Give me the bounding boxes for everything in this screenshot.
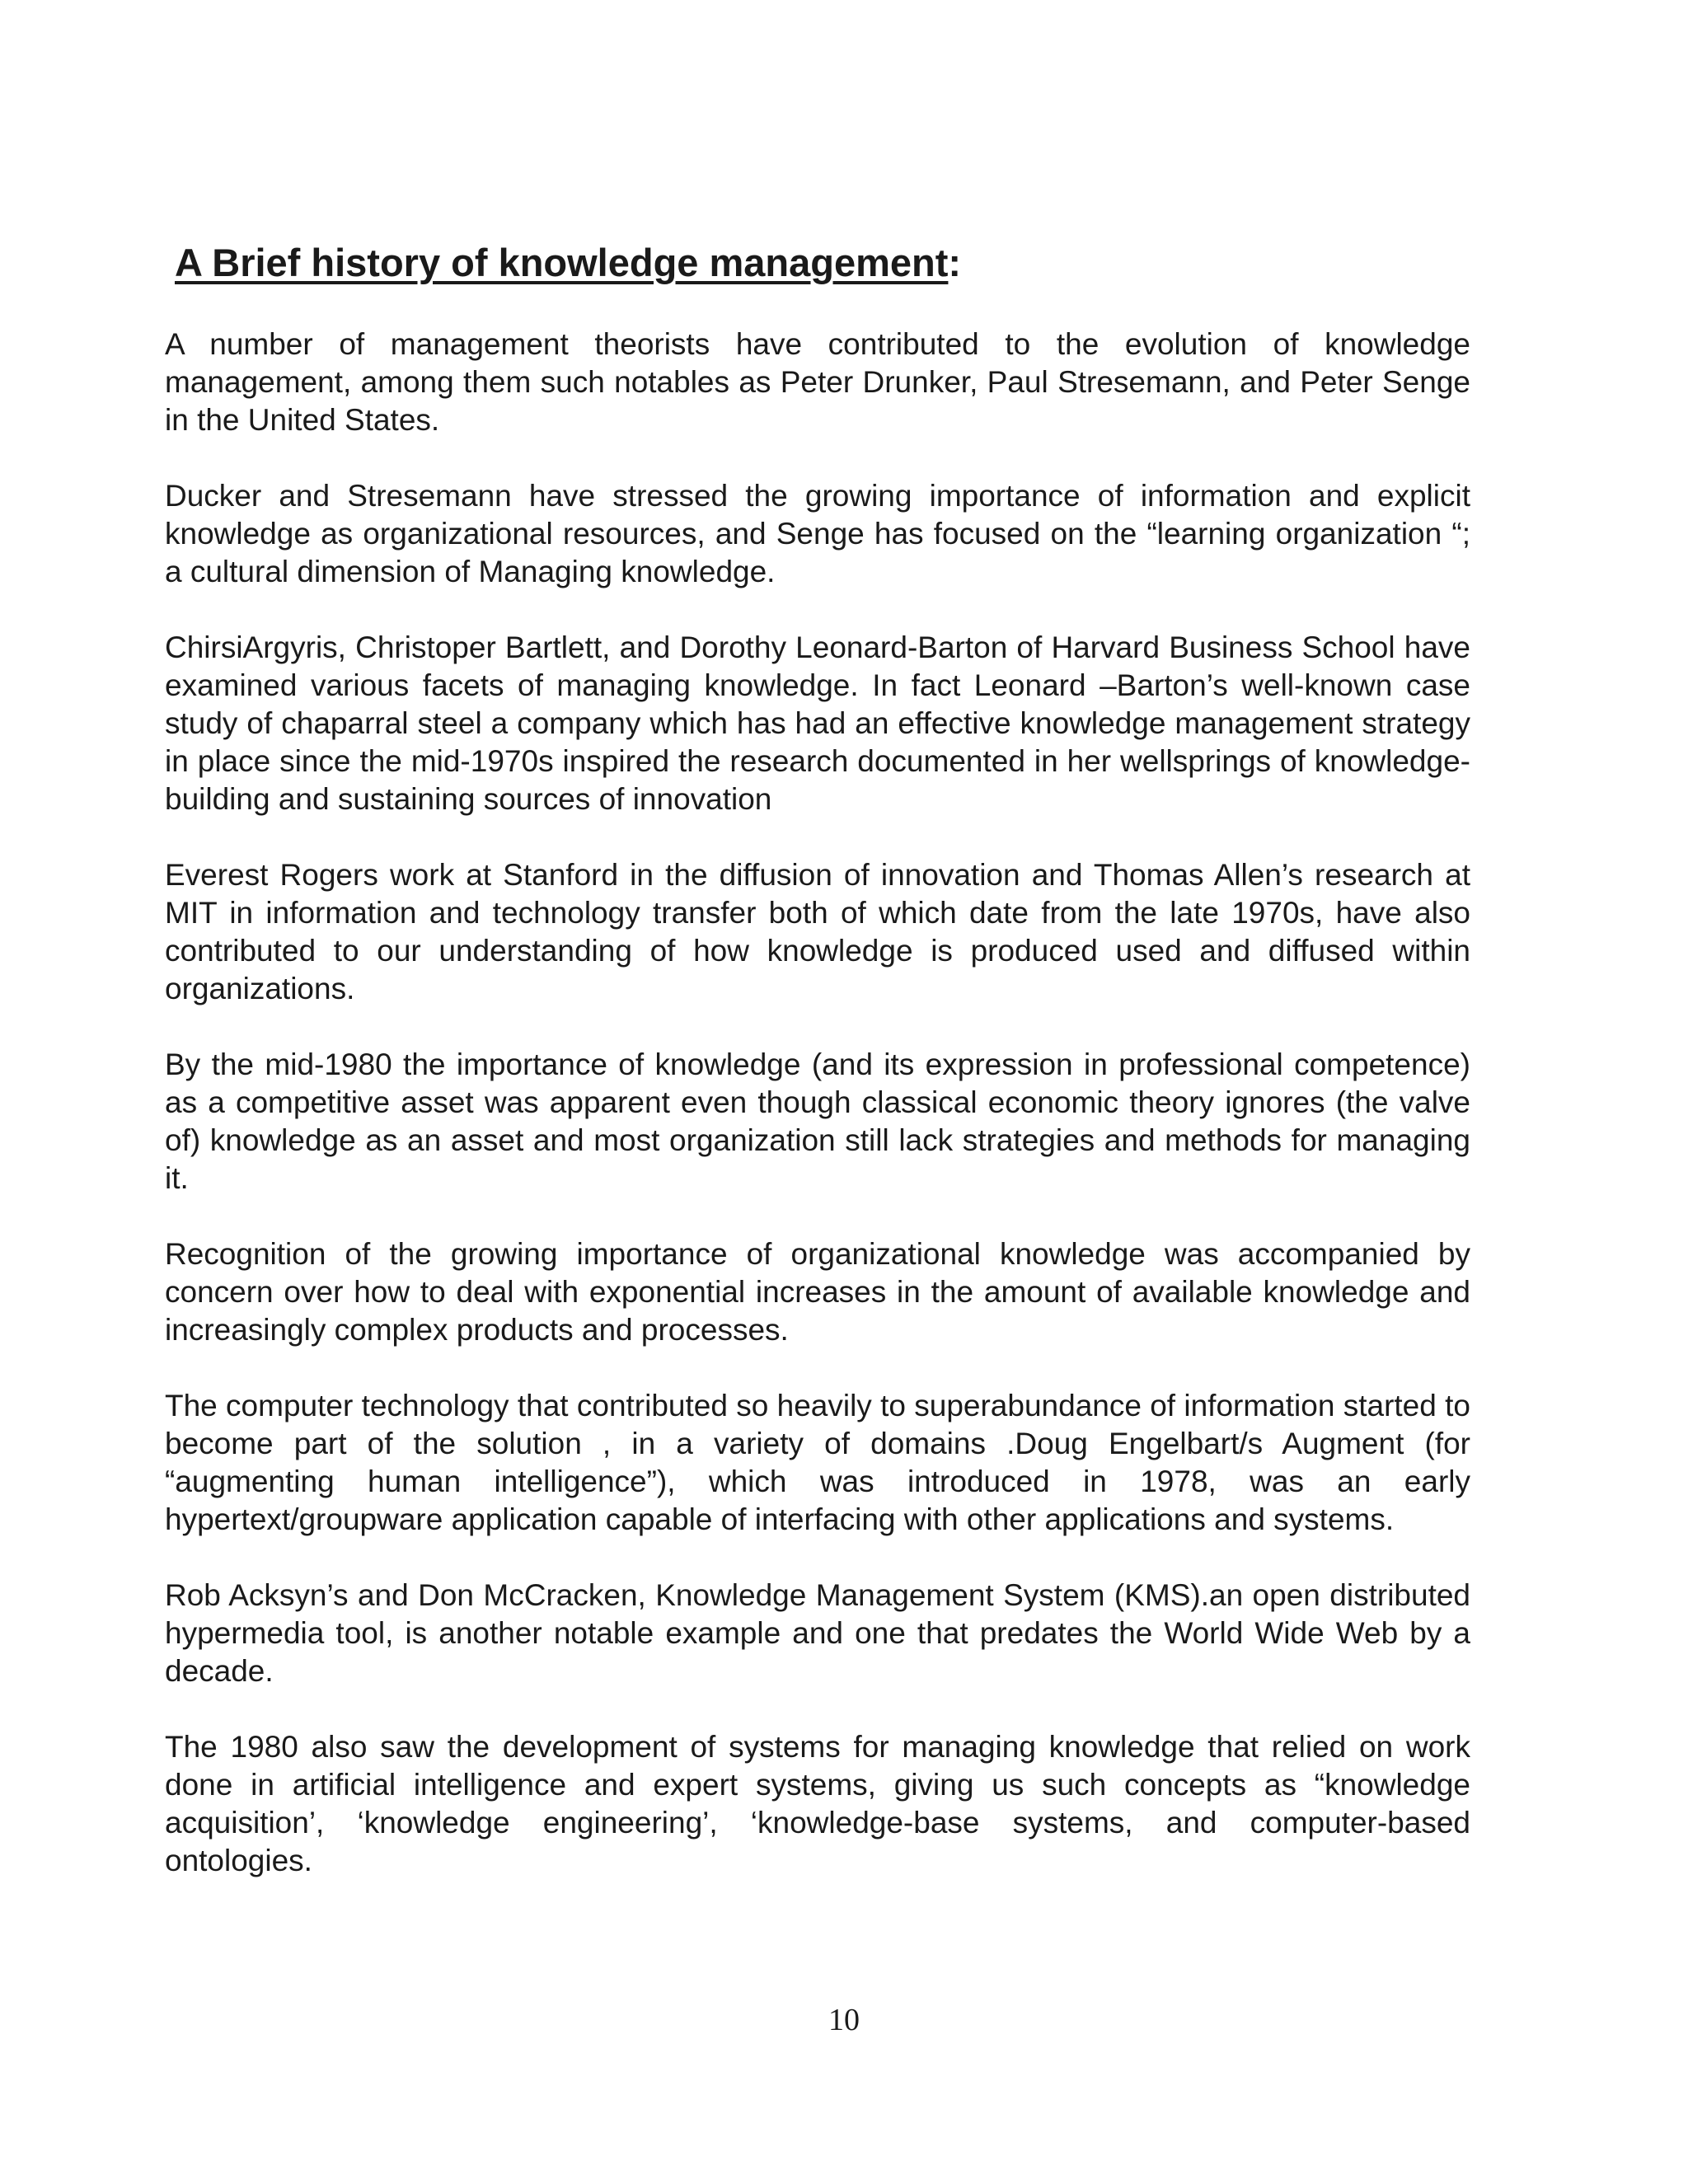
paragraph-recognition: Recognition of the growing importance of organizational knowledge was accompanied by concern over how to deal with exponential increases in the amount of available knowledge and increasingly complex products and processes.	[165, 1237, 1470, 1347]
paragraph-ducker-stresemann: Ducker and Stresemann have stressed the growing importance of information and explicit knowledge as organizational resources, and Senge has focused on the “learning organization “; a cultural dimension of Managing knowledge.	[165, 479, 1470, 588]
paragraph-mid-1980: By the mid-1980 the importance of knowledge (and its expression in professional competence) as a competitive asset was apparent even though classical economic theory ignores (the valve of) knowledge as an asset and most organization still lack strategies and methods for managing it.	[165, 1047, 1470, 1195]
page-number: 10	[828, 2003, 860, 2037]
heading-colon: :	[948, 241, 962, 284]
page-heading	[175, 239, 961, 287]
paragraph-rogers-allen: Everest Rogers work at Stanford in the diffusion of innovation and Thomas Allen’s research at MIT in information and technology transfer both of which date from the late 1970s, have also contributed to our understanding of how knowledge is produced used and diffused within organizations.	[165, 858, 1470, 1005]
paragraph-kms: Rob Acksyn’s and Don McCracken, Knowledge Management System (KMS).an open distributed hypermedia tool, is another notable example and one that predates the World Wide Web by a decade.	[165, 1578, 1470, 1688]
paragraph-ai-expert-systems: The 1980 also saw the development of systems for managing knowledge that relied on work done in artificial intelligence and expert systems, giving us such concepts as “knowledge acquisition’, ‘knowledge engineering’, ‘knowledge-base systems, and computer-based ontologies.	[165, 1730, 1470, 1877]
paragraph-theorists: A number of management theorists have contributed to the evolution of knowledge management, among them such notables as Peter Drunker, Paul Stresemann, and Peter Senge in the United States.	[165, 327, 1470, 437]
paragraph-harvard: ChirsiArgyris, Christoper Bartlett, and Dorothy Leonard-Barton of Harvard Business School have examined various facets of managing knowledge. In fact Leonard –Barton’s well-known case study of chaparral steel a company which has had an effective knowledge management strategy in place since the mid-1970s inspired the research documented in her wellsprings of knowledge-building and sustaining sources of innovation	[165, 630, 1470, 816]
body-text	[165, 326, 1470, 1918]
paragraph-computer-technology: The computer technology that contributed so heavily to superabundance of information started to become part of the solution , in a variety of domains .Doug Engelbart/s Augment (for “augmenting human intelligence”), which was introduced in 1978, was an early hypertext/groupware application capable of interfacing with other applications and systems.	[165, 1389, 1470, 1536]
heading-title: A Brief history of knowledge management	[175, 241, 949, 284]
